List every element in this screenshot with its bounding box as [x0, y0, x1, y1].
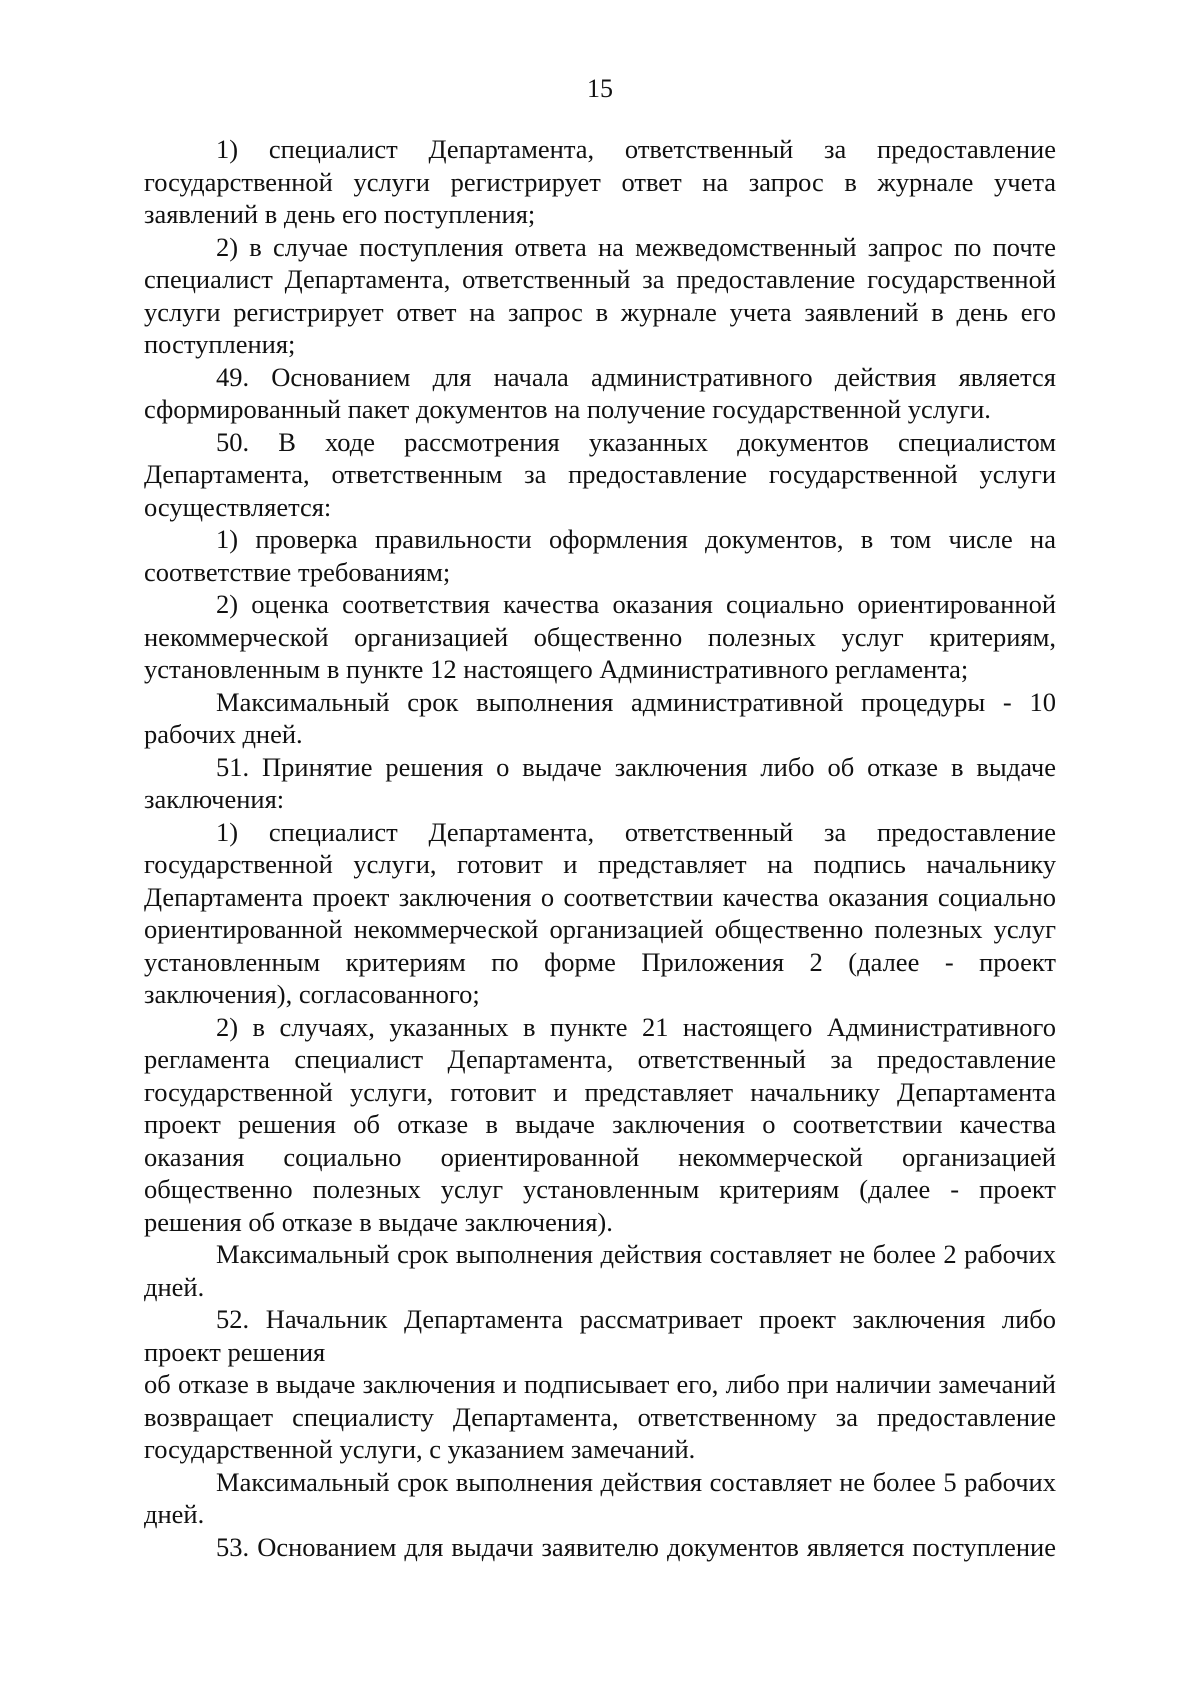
- paragraph: 2) оценка соответствия качества оказания социально ориентированной некоммерческой организацией общественно полезных услуг критериям, установленным в пункте 12 настоящего Административного регламента;: [144, 589, 1056, 684]
- paragraph: 1) специалист Департамента, ответственный за предоставление государственной услуги регистрирует ответ на запрос в журнале учета заявлений в день его поступления;: [144, 134, 1056, 229]
- paragraph: 1) проверка правильности оформления документов, в том числе на соответствие требованиям;: [144, 524, 1056, 587]
- paragraph: Максимальный срок выполнения действия составляет не более 5 рабочих дней.: [144, 1466, 1056, 1529]
- paragraph: 49. Основанием для начала административного действия является сформированный пакет документов на получение государственной услуги.: [144, 361, 1056, 424]
- paragraph: Максимальный срок выполнения административной процедуры - 10 рабочих дней.: [144, 686, 1056, 749]
- paragraph: 50. В ходе рассмотрения указанных документов специалистом Департамента, ответственным за предоставление государственной услуги осуществляется:: [144, 426, 1056, 522]
- paragraph: 2) в случае поступления ответа на межведомственный запрос по почте специалист Департамента, ответственный за предоставление государственной услуги регистрирует ответ на запрос в журнале учета заявлений в день его поступления;: [144, 231, 1056, 359]
- paragraph: 52. Начальник Департамента рассматривает проект заключения либо проект решения: [144, 1304, 1056, 1367]
- paragraph: 53. Основанием для выдачи заявителю документов является поступление: [216, 1531, 1056, 1562]
- paragraph: 1) специалист Департамента, ответственный за предоставление государственной услуги, готовит и представляет на подпись начальнику Департамента проект заключения о соответствии качества оказания социально ориентированной некоммерческой организацией общественно полезных услуг установленным критериям по форме Приложения 2 (далее - проект заключения), согласованного;: [144, 816, 1056, 1009]
- paragraph: 2) в случаях, указанных в пункте 21 настоящего Административного регламента специалист Департамента, ответственный за предоставление государственной услуги, готовит и представляет начальнику Департамента проект решения об отказе в выдаче заключения о соответствии качества оказания социально ориентированной некоммерческой организацией общественно полезных услуг установленным критериям (далее - проект решения об отказе в выдаче заключения).: [144, 1011, 1056, 1237]
- paragraph: об отказе в выдаче заключения и подписывает его, либо при наличии замечаний возвращает специалисту Департамента, ответственному за предоставление государственной услуги, с указанием замечаний.: [144, 1369, 1056, 1464]
- document-body: [144, 133, 1056, 1563]
- page-number: 15: [587, 74, 613, 103]
- paragraph: 51. Принятие решения о выдаче заключения либо об отказе в выдаче заключения:: [144, 751, 1056, 814]
- paragraph: Максимальный срок выполнения действия составляет не более 2 рабочих дней.: [144, 1239, 1056, 1302]
